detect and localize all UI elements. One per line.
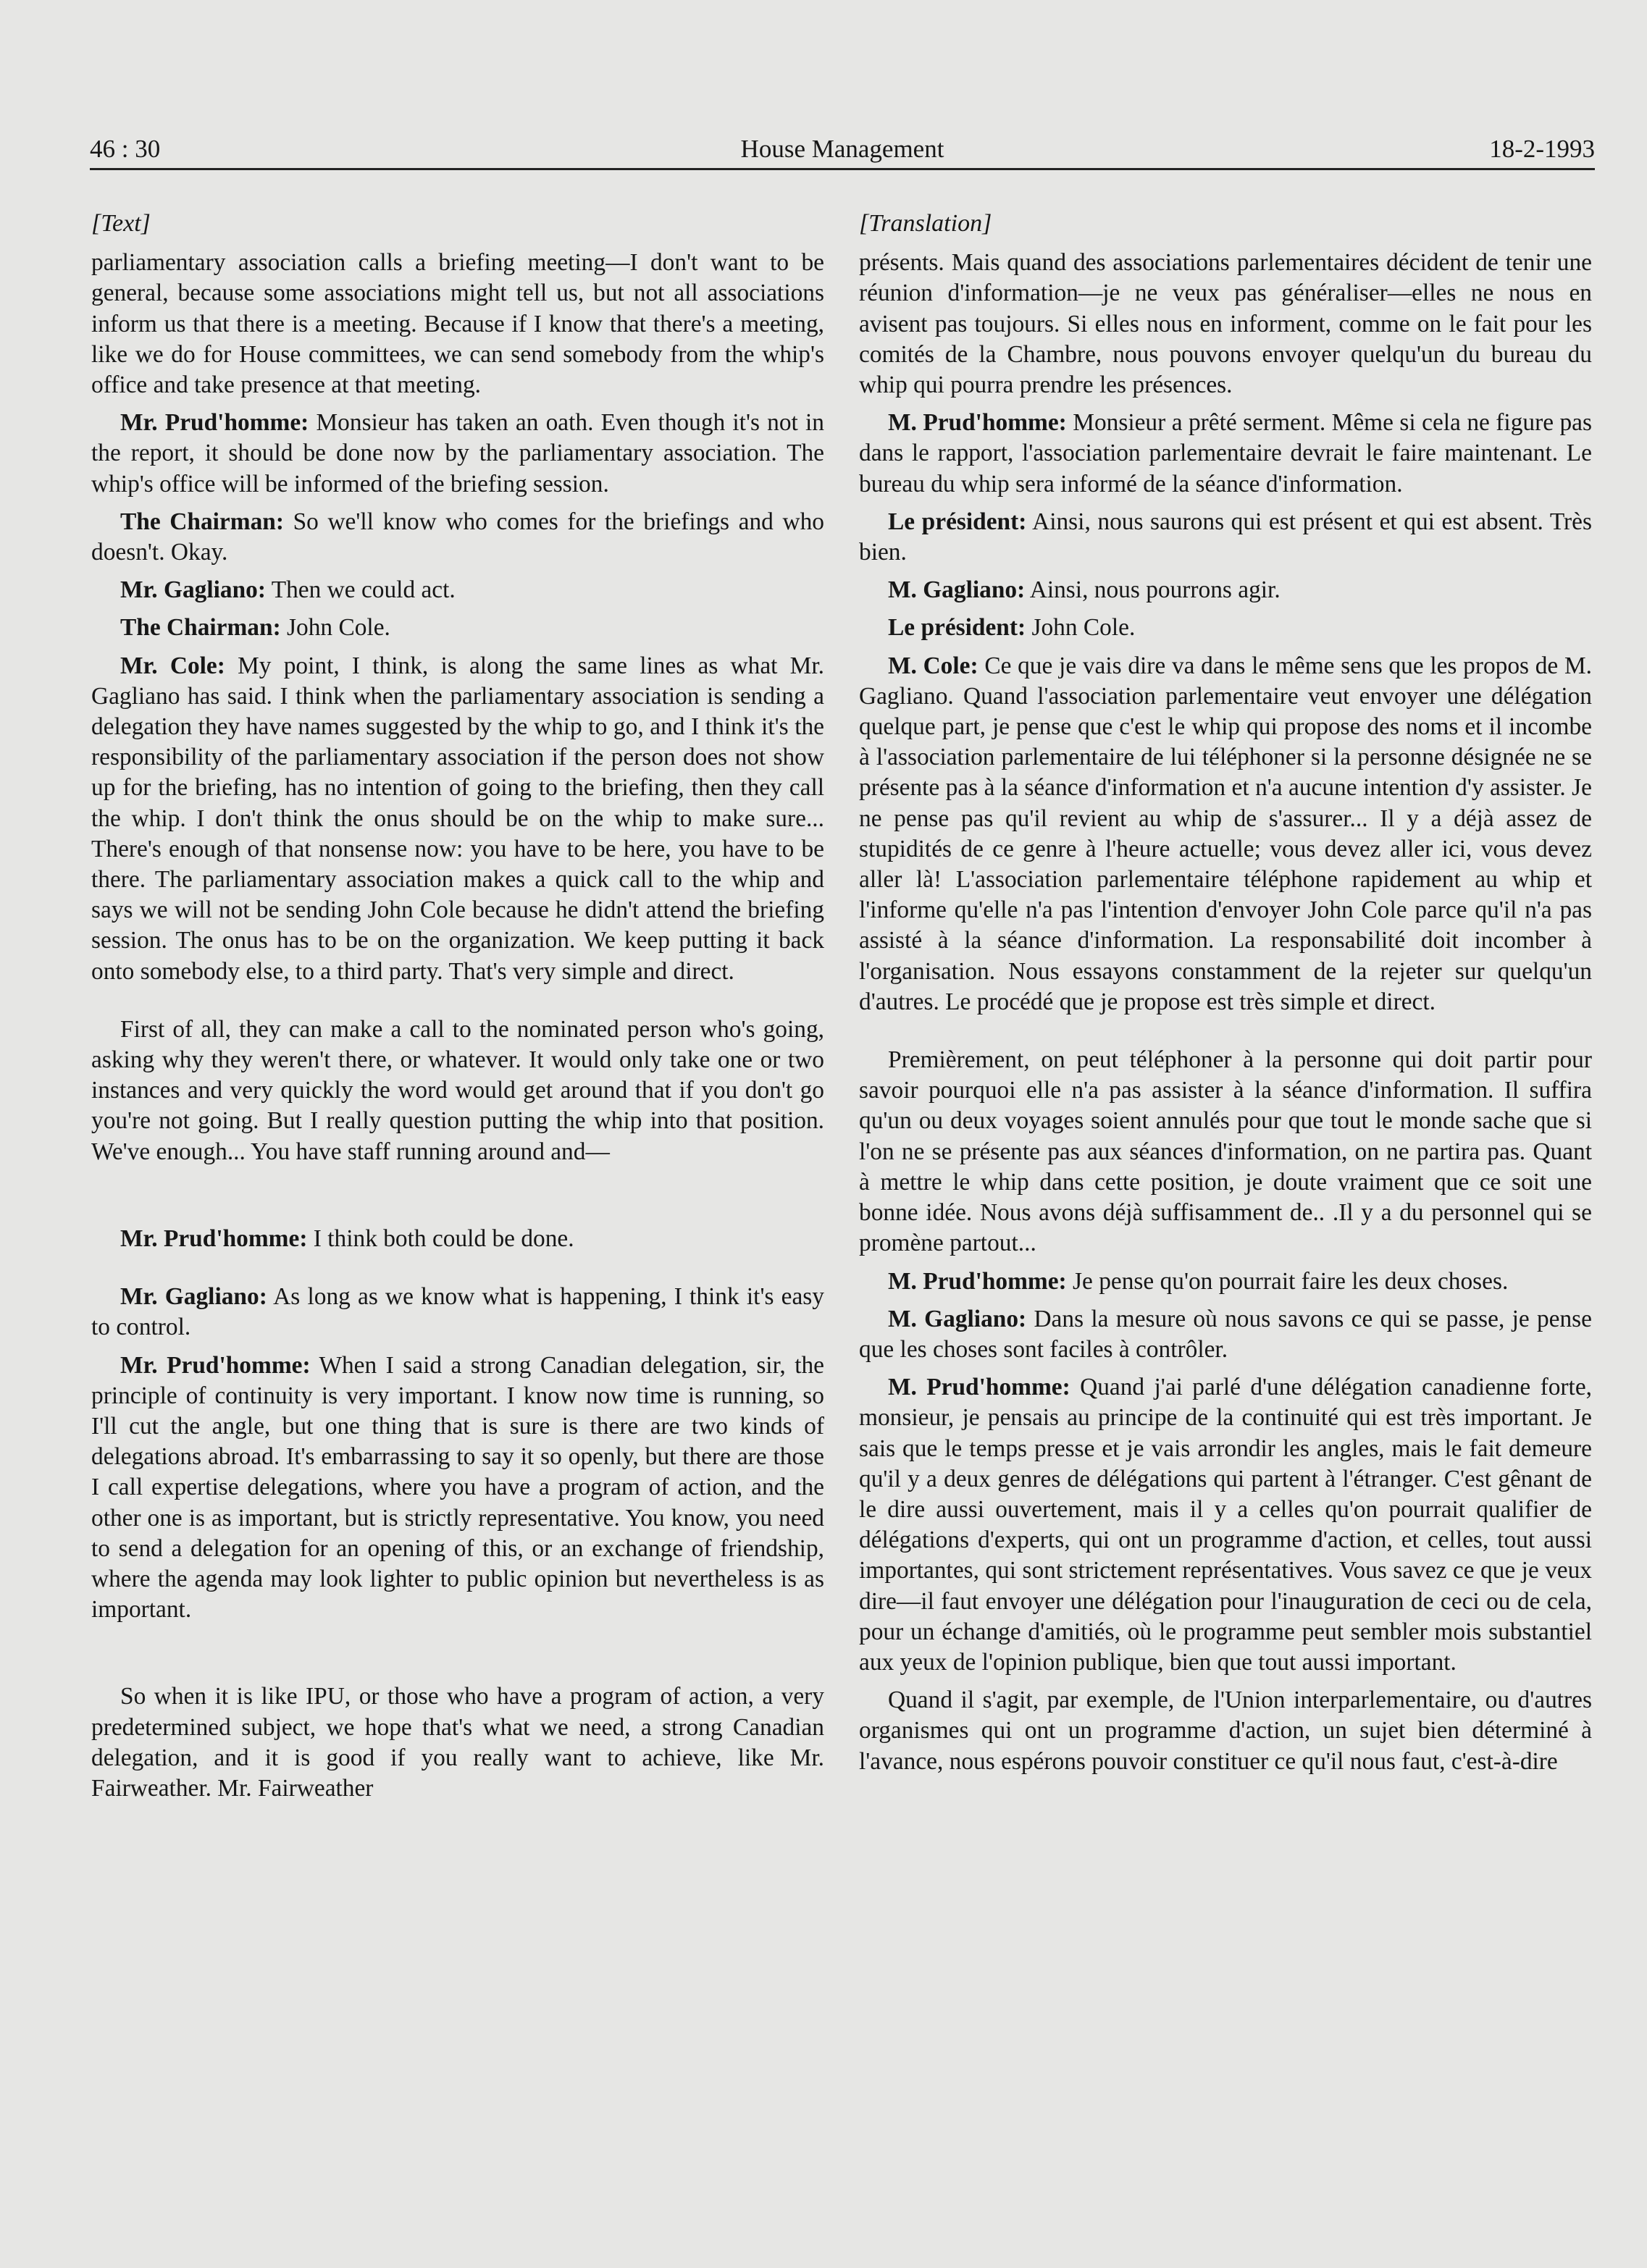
paragraph: Mr. Gagliano: As long as we know what is happening, I think it's easy to control. [91,1283,824,1341]
english-column [91,209,824,1804]
paragraph: Quand il s'agit, par exemple, de l'Union interparlementaire, ou d'autres organismes qui ont un programme d'action, un sujet bien déterminé à l'avance, nous espérons pouvoir constituer ce qu'il nous faut, c'est-à-dire [859,1687,1592,1775]
speaker-name: The Chairman: [120,614,281,642]
speaker-name: M. Prud'homme: [888,1267,1067,1295]
paragraph: Le président: John Cole. [888,614,1136,642]
speaker-name: Le président: [888,614,1026,642]
speaker-name: Mr. Gagliano: [120,576,266,604]
paragraph: Premièrement, on peut téléphoner à la personne qui doit partir pour savoir pourquoi elle n'a pas assister à la séance d'information. Il suffira qu'un ou deux voyages soient annulés pour que tout le monde sache que si l'on ne se présente pas aux séances d'information, on ne partira pas. Quant à mettre le whip dans cette position, je doute vraiment que ce soit une bonne idée. Nous avons déjà suffisamment de.. .Il y a du personnel qui se promène partout... [859,1046,1592,1257]
page-number: 46 : 30 [90,135,161,163]
running-title: House Management [740,135,944,163]
speaker-name: M. Cole: [888,652,978,679]
paragraph: M. Prud'homme: Monsieur a prêté serment. Même si cela ne figure pas dans le rapport, l'association parlementaire devrait le faire maintenant. Le bureau du whip sera informé de la séance d'information. [859,409,1592,497]
paragraph: Mr. Gagliano: Then we could act. [120,576,456,604]
paragraph: M. Prud'homme: Quand j'ai parlé d'une délégation canadienne forte, monsieur, je pensais au principe de la continuité qui est très important. Je sais que le temps presse et je vais arrondir les angles, mais le fait demeure qu'il y a deux genres de délégations qui partent à l'étranger. C'est gênant de le dire aussi ouvertement, mais il y a celles qu'on pourrait qualifier de délégations d'experts, qui ont un programme d'action, et celles, tout aussi importantes, qui sont strictement représentatives. Vous savez ce que je veux dire—il faut envoyer une délégation pour l'inauguration de ceci ou de cela, pour un échange d'amitiés, où le programme peut sembler mois substantiel aux yeux de l'opinion publique, bien que tout aussi important. [859,1374,1592,1676]
speaker-name: M. Prud'homme: [888,409,1067,437]
french-column [859,209,1592,1777]
paragraph: présents. Mais quand des associations parlementaires décident de tenir une réunion d'information—je ne veux pas généraliser—elles ne nous en avisent pas toujours. Si elles nous en informent, comme on le fait pour les comités de la Chambre, nous pouvons envoyer quelqu'un du bureau du whip qui pourra prendre les présences. [859,249,1592,399]
speaker-name: Mr. Prud'homme: [120,409,309,437]
paragraph: The Chairman: John Cole. [120,614,390,642]
speaker-name: Mr. Prud'homme: [120,1225,308,1252]
speaker-name: M. Gagliano: [888,576,1026,604]
translation-tag: [Translation] [859,210,992,237]
paragraph: Mr. Cole: My point, I think, is along the same lines as what Mr. Gagliano has said. I think when the parliamentary association is sending a delegation they have names suggested by the whip to go, and I think it's the responsibility of the parliamentary association if the person does not show up for the briefing, has no intention of going to the briefing, then they call the whip. I don't think the onus should be on the whip to make sure... There's enough of that nonsense now: you have to be here, you have to be there. The parliamentary association makes a quick call to the whip and says we will not be sending John Cole because he didn't attend the briefing session. The onus has to be on the organization. We keep putting it back onto somebody else, to a third party. That's very simple and direct. [91,652,824,985]
speaker-name: M. Prud'homme: [888,1374,1070,1401]
paragraph: M. Gagliano: Ainsi, nous pourrons agir. [888,576,1281,604]
paragraph: So when it is like IPU, or those who have a program of action, a very predetermined subject, we hope that's what we need, a strong Canadian delegation, and it is good if you really want to achieve, like Mr. Fairweather. Mr. Fairweather [91,1683,824,1802]
paragraph: M. Gagliano: Dans la mesure où nous savons ce qui se passe, je pense que les choses sont faciles à contrôler. [859,1305,1592,1363]
speaker-name: Mr. Cole: [120,652,225,679]
speaker-name: The Chairman: [120,508,284,535]
header-date: 18-2-1993 [1489,135,1595,163]
paragraph: First of all, they can make a call to the nominated person who's going, asking why they weren't there, or whatever. It would only take one or two instances and very quickly the word would get around that if you don't go you're not going. But I really question putting the whip into that position. We've enough... You have staff running around and— [91,1015,824,1165]
paragraph: Mr. Prud'homme: I think both could be done. [120,1225,574,1252]
page-header [90,127,1595,170]
paragraph: M. Prud'homme: Je pense qu'on pourrait faire les deux choses. [888,1267,1509,1295]
speaker-name: Mr. Prud'homme: [120,1351,311,1379]
speaker-name: Le président: [888,508,1027,535]
speaker-name: Mr. Gagliano: [120,1283,267,1311]
paragraph: M. Cole: Ce que je vais dire va dans le même sens que les propos de M. Gagliano. Quand l'association parlementaire veut envoyer une délégation quelque part, je pense que c'est le whip qui propose des noms et il incombe à l'association parlementaire de lui téléphoner si la personne désignée ne se présente pas à la séance d'information et n'a aucune intention d'y assister. Je ne pense pas qu'il revient au whip de s'assurer... Il y a déjà assez de stupidités de ce genre à l'heure actuelle; vous devez aller ici, vous devez aller là! L'association parlementaire téléphone rapidement au whip et l'informe qu'elle n'a pas l'intention d'envoyer John Cole parce qu'il n'a pas assisté à la séance d'information. La responsabilité doit incomber à l'organisation. Nous essayons constamment de la rejeter sur quelqu'un d'autres. Le procédé que je propose est très simple et direct. [859,652,1592,1015]
speaker-name: M. Gagliano: [888,1305,1027,1332]
paragraph: Mr. Prud'homme: Monsieur has taken an oath. Even though it's not in the report, it should be done now by the parliamentary association. The whip's office will be informed of the briefing session. [91,409,825,497]
paragraph: parliamentary association calls a briefing meeting—I don't want to be general, because some associations might tell us, but not all associations inform us that there is a meeting. Because if I know that there's a meeting, like we do for House committees, we can send somebody from the whip's office and take presence at that meeting. [91,249,824,399]
paragraph: Le président: Ainsi, nous saurons qui est présent et qui est absent. Très bien. [859,508,1592,566]
paragraph: The Chairman: So we'll know who comes for the briefings and who doesn't. Okay. [91,508,824,566]
paragraph: Mr. Prud'homme: When I said a strong Canadian delegation, sir, the principle of continuity is very important. I know now time is running, so I'll cut the angle, but one thing that is sure is there are two kinds of delegations abroad. It's embarrassing to say it so openly, but there are those I call expertise delegations, where you have a program of action, and the other one is as important, but is strictly representative. You know, you need to send a delegation for an opening of this, or an exchange of friendship, where the agenda may look lighter to public opinion but nevertheless is as important. [91,1351,824,1624]
text-tag: [Text] [91,210,151,237]
